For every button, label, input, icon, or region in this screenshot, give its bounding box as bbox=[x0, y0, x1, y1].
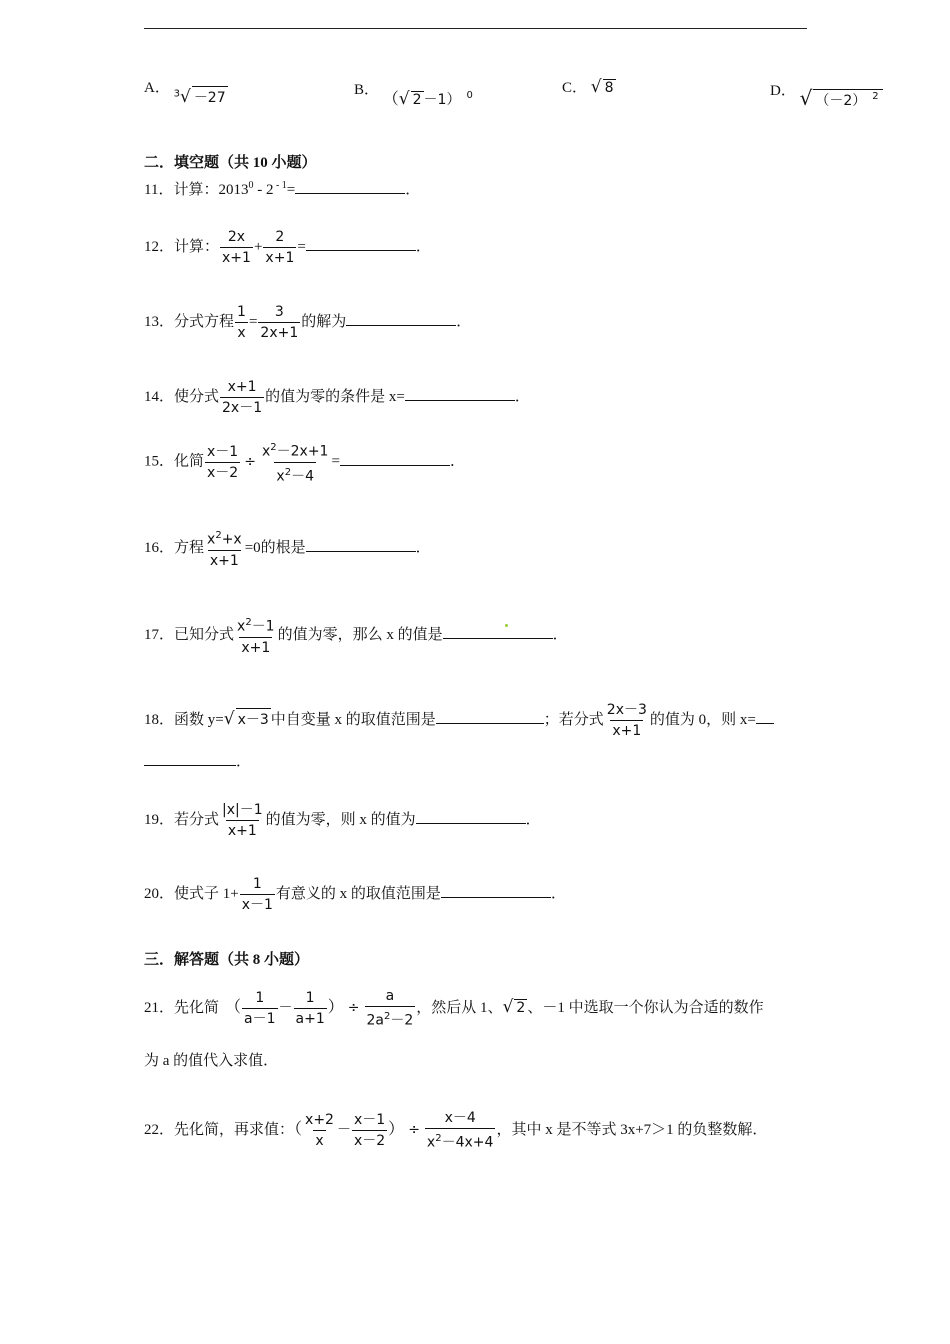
question-21 bbox=[144, 986, 764, 1031]
answer-blank[interactable] bbox=[295, 181, 405, 194]
answer-blank[interactable] bbox=[306, 539, 416, 552]
q12-end: ． bbox=[415, 238, 431, 255]
q11-exponent: - 1 bbox=[273, 180, 287, 191]
open-paren: （ bbox=[294, 1118, 303, 1138]
radical-sign: √ bbox=[502, 996, 514, 1017]
question-20 bbox=[144, 874, 566, 915]
denominator-term: －2 bbox=[390, 1012, 414, 1029]
denominator: a+1 bbox=[294, 1008, 327, 1029]
numerator: 2x－3 bbox=[606, 702, 647, 718]
numerator: x+2 bbox=[305, 1111, 334, 1128]
q14-suffix: 的值为零的条件是 x= bbox=[265, 388, 405, 405]
q17-suffix: 的值为零，那么 x 的值是 bbox=[277, 626, 443, 643]
choice-c-radicand: 8 bbox=[604, 80, 614, 96]
radical-sign: √ bbox=[799, 86, 813, 110]
numerator: x+1 bbox=[227, 379, 257, 395]
fraction bbox=[205, 526, 244, 571]
q12-text: 12．计算： bbox=[144, 238, 220, 255]
numerator: 1 bbox=[237, 304, 246, 320]
q14-text: 14．使分式 bbox=[144, 388, 220, 405]
question-17 bbox=[144, 613, 568, 658]
q16-suffix: =0的根是 bbox=[244, 539, 306, 556]
question-12 bbox=[144, 227, 431, 268]
question-16 bbox=[144, 526, 431, 571]
denominator: a－1 bbox=[242, 1008, 278, 1029]
answer-blank[interactable] bbox=[306, 238, 416, 251]
q11-text: 11．计算：2013 bbox=[144, 182, 249, 198]
q21-mid: ，然后从 1、 bbox=[416, 999, 503, 1016]
denominator bbox=[274, 462, 316, 487]
q18-end: ． bbox=[236, 754, 252, 770]
fraction bbox=[605, 700, 649, 741]
fraction bbox=[205, 442, 240, 483]
fraction bbox=[294, 988, 327, 1029]
denominator-term: －4 bbox=[291, 468, 314, 485]
numerator: x－1 bbox=[353, 1111, 386, 1128]
denominator-term: －4x+4 bbox=[441, 1134, 494, 1151]
choice-b-label: B． bbox=[354, 82, 380, 98]
denominator: 2x－1 bbox=[220, 397, 264, 418]
q21-text: 21．先化简 bbox=[144, 999, 220, 1016]
choice-b-exponent: 0 bbox=[466, 90, 473, 102]
fraction bbox=[303, 1110, 336, 1151]
numerator: 2x bbox=[227, 229, 246, 245]
numerator: 1 bbox=[255, 989, 265, 1006]
question-19 bbox=[144, 800, 541, 841]
q14-end: ． bbox=[514, 388, 530, 405]
q13-end: ． bbox=[456, 313, 472, 330]
exponent: 2 bbox=[215, 530, 222, 541]
q19-suffix: 的值为零，则 x 的值为 bbox=[265, 811, 416, 828]
question-18 bbox=[144, 700, 774, 741]
answer-blank[interactable] bbox=[144, 753, 236, 766]
fraction bbox=[258, 302, 300, 343]
numerator: 3 bbox=[274, 304, 284, 320]
fraction bbox=[242, 988, 278, 1029]
numerator: x－4 bbox=[444, 1110, 476, 1126]
radical-sign: √ bbox=[398, 89, 410, 109]
close-paren: ） bbox=[327, 996, 344, 1016]
choice-b-open: （ bbox=[382, 89, 399, 108]
root-index: 3 bbox=[173, 88, 180, 100]
choice-a-label: A． bbox=[144, 80, 170, 96]
exponent: 2 bbox=[270, 442, 277, 453]
answer-blank[interactable] bbox=[416, 811, 526, 824]
denominator: x bbox=[235, 322, 247, 343]
numerator: 1 bbox=[252, 876, 262, 892]
numerator-term: x bbox=[237, 618, 246, 635]
numerator-term: x bbox=[261, 443, 271, 460]
choice-c bbox=[562, 76, 616, 97]
q11-mid: - 2 bbox=[253, 182, 274, 198]
choice-b bbox=[354, 76, 473, 109]
q17-text: 17．已知分式 bbox=[144, 626, 235, 643]
section-3-title: 三．解答题（共 8 小题） bbox=[144, 952, 310, 968]
question-21-line2: 为 a 的值代入求值． bbox=[144, 1053, 279, 1069]
close-paren: ） bbox=[388, 1118, 405, 1138]
q21-radicand: 2 bbox=[516, 999, 526, 1016]
choice-b-rest: －1） bbox=[423, 92, 461, 108]
numerator: 2 bbox=[275, 229, 285, 245]
denominator: 2x+1 bbox=[258, 322, 300, 343]
answer-blank[interactable] bbox=[405, 388, 515, 401]
question-11 bbox=[144, 178, 420, 199]
denominator: x+1 bbox=[208, 550, 241, 571]
answer-blank[interactable] bbox=[441, 885, 551, 898]
q13-suffix: 的解为 bbox=[301, 313, 347, 330]
fraction bbox=[352, 1110, 387, 1151]
open-paren: （ bbox=[225, 996, 242, 1016]
denominator: x+1 bbox=[610, 720, 643, 741]
fraction bbox=[425, 1108, 496, 1153]
question-18-continued bbox=[144, 750, 251, 771]
divide-sign: ÷ bbox=[347, 999, 360, 1016]
numerator: |x|－1 bbox=[222, 802, 263, 818]
denominator: x－1 bbox=[240, 894, 275, 915]
numerator: x－1 bbox=[207, 443, 239, 460]
fraction bbox=[365, 986, 416, 1031]
q11-end: ． bbox=[405, 182, 421, 198]
numerator bbox=[235, 613, 277, 637]
q22-text: 22．先化简，再求值： bbox=[144, 1121, 295, 1138]
denominator-term: 2a bbox=[366, 1012, 384, 1029]
choice-a-radicand: －27 bbox=[192, 86, 228, 107]
fraction bbox=[263, 227, 296, 268]
fraction bbox=[235, 302, 248, 343]
choice-c-label: C． bbox=[562, 80, 588, 96]
q20-suffix: 有意义的 x 的取值范围是 bbox=[275, 885, 441, 902]
question-15 bbox=[144, 438, 465, 486]
q13-text: 13．分式方程 bbox=[144, 313, 235, 330]
q20-text: 20．使式子 1+ bbox=[144, 885, 239, 902]
denominator: x bbox=[313, 1130, 325, 1151]
fraction bbox=[220, 227, 253, 268]
denominator: x－2 bbox=[352, 1130, 387, 1151]
q16-text: 16．方程 bbox=[144, 539, 205, 556]
numerator bbox=[260, 438, 331, 462]
answer-blank[interactable] bbox=[443, 626, 553, 639]
exponent: 2 bbox=[284, 466, 292, 478]
q19-text: 19．若分式 bbox=[144, 811, 220, 828]
fraction bbox=[260, 438, 331, 486]
plus-sign: + bbox=[253, 238, 263, 255]
radical-sign: √ bbox=[179, 87, 191, 107]
q18-mid: 中自变量 x 的取值范围是 bbox=[270, 711, 436, 728]
answer-blank[interactable] bbox=[756, 711, 774, 724]
q16-end: ． bbox=[415, 539, 431, 556]
denominator: x+1 bbox=[220, 247, 253, 268]
exponent: 2 bbox=[245, 617, 252, 628]
choice-a bbox=[144, 76, 228, 107]
question-22 bbox=[144, 1108, 767, 1153]
answer-blank[interactable] bbox=[346, 313, 456, 326]
exponent: 2 bbox=[435, 1133, 442, 1144]
q15-end: ． bbox=[449, 453, 465, 470]
choice-d-label: D． bbox=[770, 83, 796, 99]
numerator-term: －1 bbox=[251, 618, 275, 635]
q18-mid2: ；若分式 bbox=[543, 711, 604, 728]
equals-sign: = bbox=[248, 313, 258, 330]
choice-b-radicand: 2 bbox=[412, 92, 422, 108]
denominator-term: x bbox=[276, 468, 285, 485]
denominator: x+1 bbox=[263, 247, 296, 268]
denominator bbox=[425, 1128, 496, 1153]
question-14 bbox=[144, 377, 530, 418]
choice-d bbox=[770, 76, 883, 110]
q20-end: ． bbox=[550, 885, 566, 902]
stray-dot bbox=[505, 624, 508, 627]
fraction bbox=[235, 613, 277, 658]
answer-blank[interactable] bbox=[340, 453, 450, 466]
exponent: 2 bbox=[384, 1011, 391, 1022]
fraction bbox=[240, 874, 275, 915]
numerator-term: －2x+1 bbox=[276, 443, 329, 460]
question-13 bbox=[144, 302, 471, 343]
numerator: a bbox=[385, 988, 395, 1004]
choice-d-radicand: （－2） bbox=[815, 93, 867, 109]
radical-sign: √ bbox=[223, 708, 235, 729]
q18-text: 18．函数 y= bbox=[144, 711, 224, 728]
divide-sign: ÷ bbox=[408, 1121, 420, 1138]
divide-sign: ÷ bbox=[244, 453, 256, 470]
answer-blank[interactable] bbox=[436, 711, 544, 724]
numerator bbox=[205, 526, 244, 550]
q11-exponent: 0 bbox=[248, 180, 254, 191]
denominator: x－2 bbox=[205, 462, 240, 483]
numerator: 1 bbox=[305, 989, 315, 1006]
denominator bbox=[365, 1006, 416, 1031]
equals-sign: = bbox=[297, 238, 306, 255]
q19-end: ． bbox=[525, 811, 541, 828]
section-2-title: 二．填空题（共 10 小题） bbox=[144, 155, 317, 171]
equals-sign: = bbox=[331, 453, 340, 470]
denominator-term: x bbox=[426, 1134, 436, 1151]
header-rule bbox=[144, 28, 807, 29]
q21-suffix: 、－1 中选取一个你认为合适的数作 bbox=[527, 999, 764, 1016]
q17-end: ． bbox=[552, 626, 568, 643]
q22-suffix: ，其中 x 是不等式 3x+7＞1 的负整数解． bbox=[496, 1121, 768, 1138]
choice-d-exponent: 2 bbox=[872, 91, 879, 103]
radical-sign: √ bbox=[590, 77, 602, 97]
denominator: x+1 bbox=[226, 820, 259, 841]
q11-equals: = bbox=[286, 182, 296, 198]
numerator-term: +x bbox=[221, 531, 242, 548]
numerator-term: x bbox=[207, 531, 216, 548]
denominator: x+1 bbox=[239, 637, 272, 658]
q18-suffix: 的值为 0，则 x= bbox=[649, 711, 756, 728]
fraction bbox=[220, 377, 264, 418]
q15-text: 15．化简 bbox=[144, 453, 205, 470]
minus-sign: － bbox=[336, 1121, 351, 1138]
fraction bbox=[220, 800, 265, 841]
q18-radicand: x－3 bbox=[236, 708, 271, 729]
minus-sign: － bbox=[278, 999, 293, 1016]
